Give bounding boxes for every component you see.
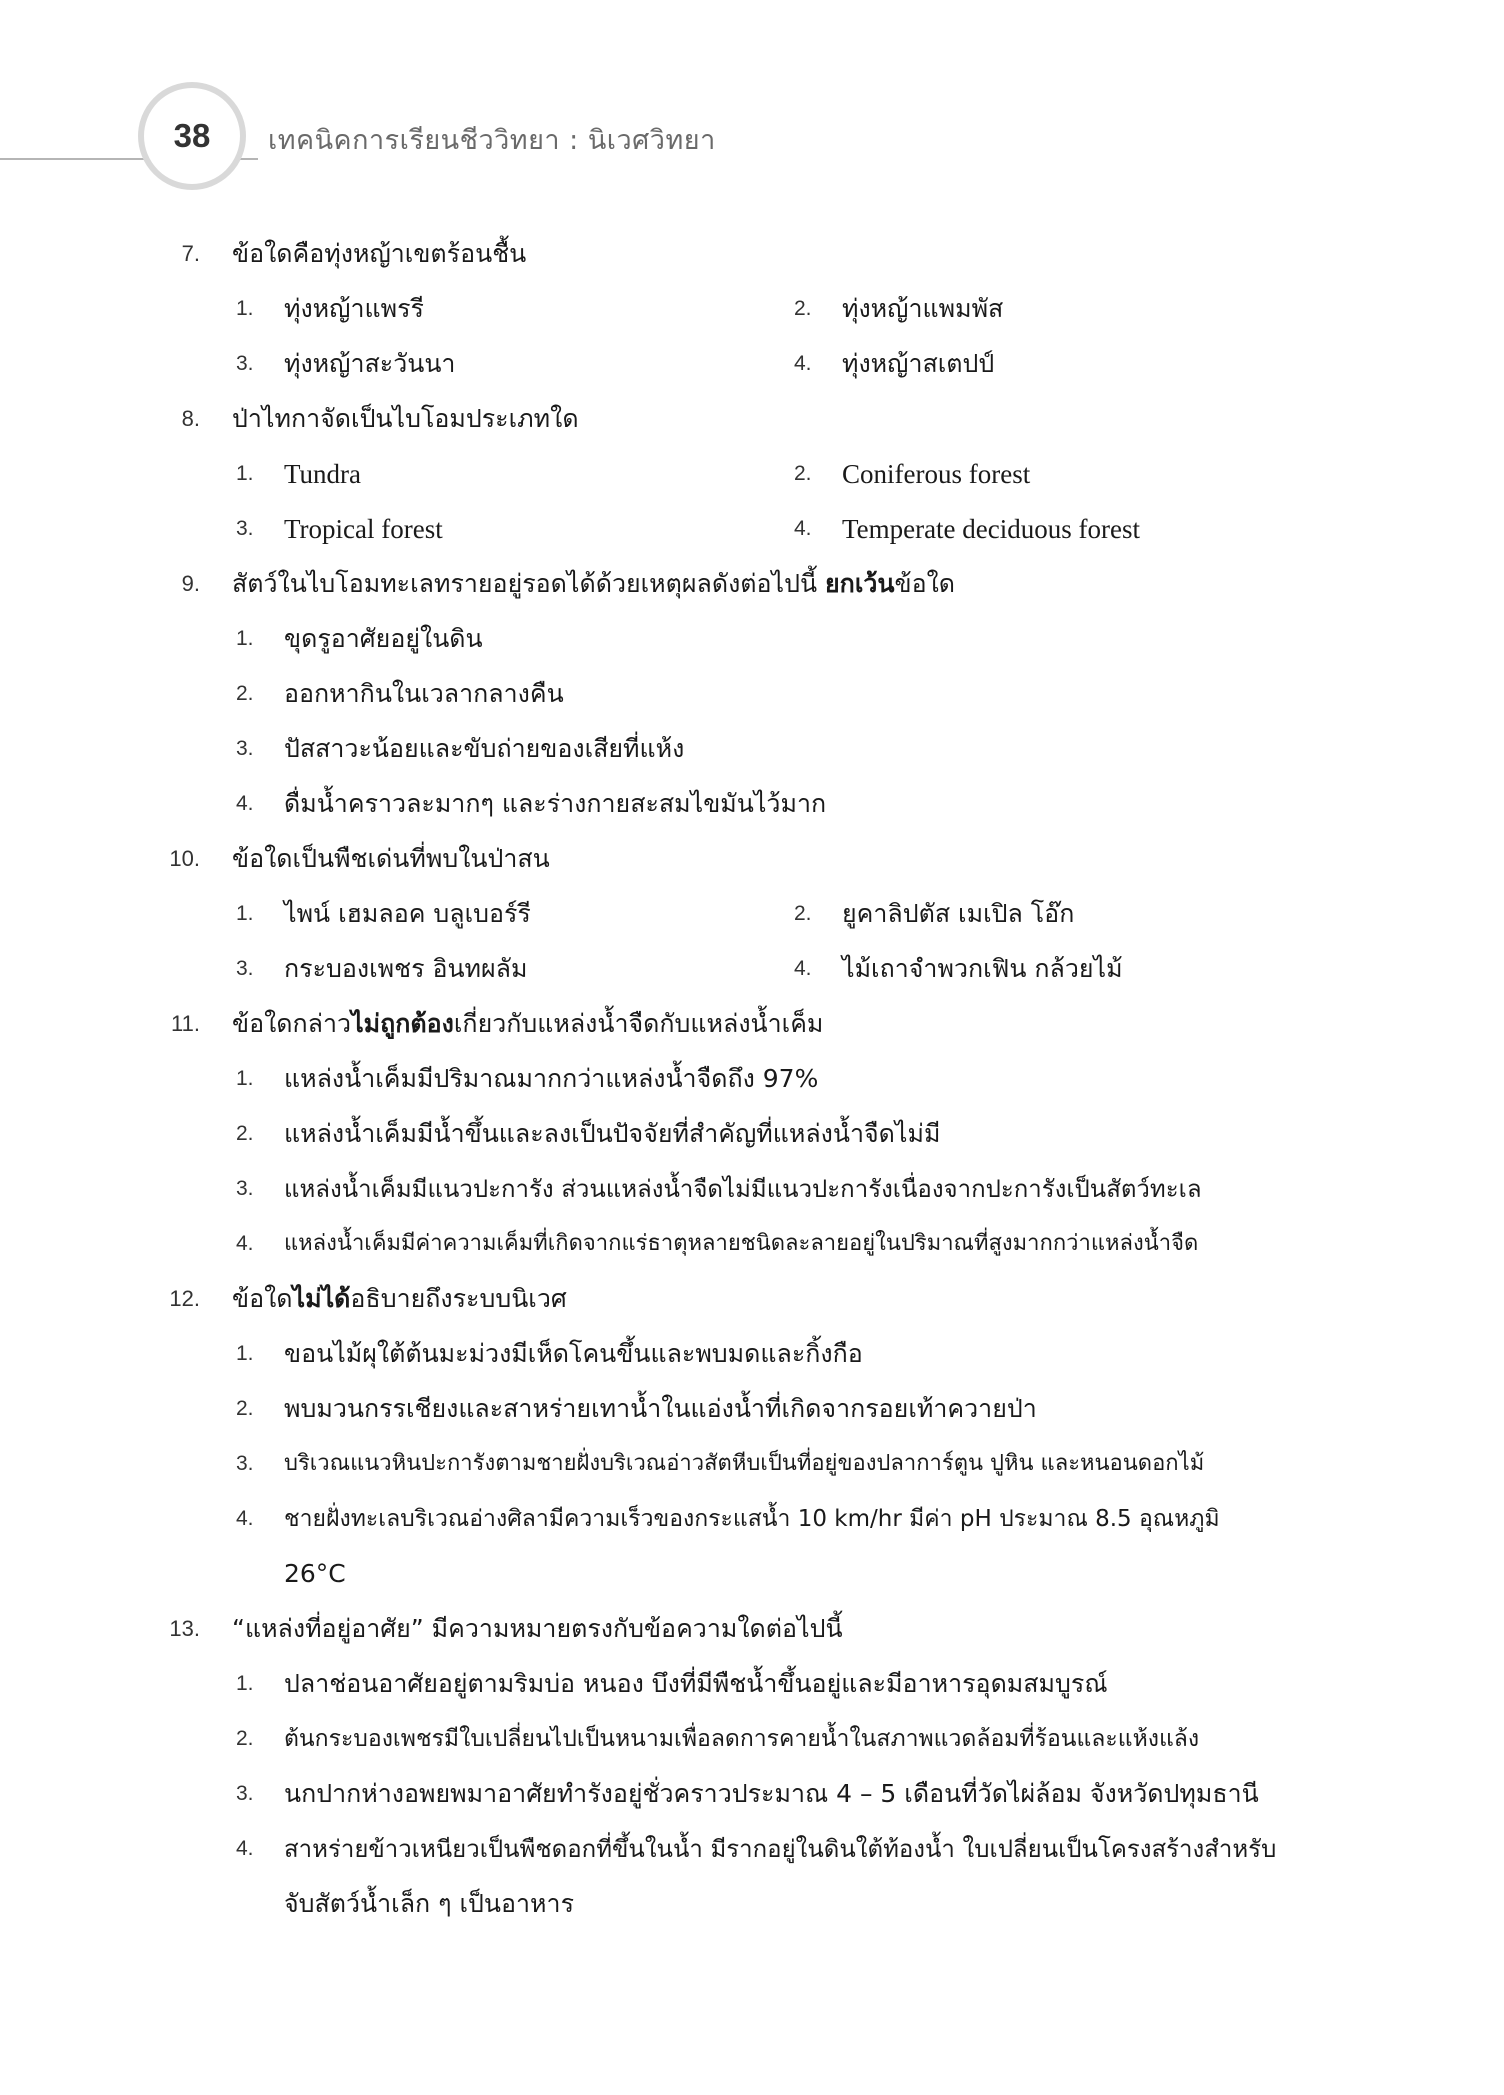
- question-text: [232, 1277, 567, 1321]
- option-text-continuation: จับสัตว์น้ำเล็ก ๆ เป็นอาหาร: [284, 1889, 575, 1918]
- question-text: [232, 1002, 823, 1046]
- option-number: 2.: [236, 1727, 254, 1750]
- question-number: 10.: [169, 846, 200, 871]
- option-text: ดื่มน้ำคราวละมากๆ และร่างกายสะสมไขมันไว้มาก: [284, 789, 827, 818]
- page-number: 38: [173, 117, 211, 154]
- option-number: 4.: [236, 1232, 254, 1255]
- option-text: แหล่งน้ำเค็มมีปริมาณมากกว่าแหล่งน้ำจืดถึง 97%: [284, 1064, 819, 1093]
- option-number: 2.: [794, 297, 812, 320]
- option-number: 2.: [794, 902, 812, 925]
- option-number: 3.: [236, 1452, 254, 1475]
- question-text-part: สัตว์ในไบโอมทะเลทรายอยู่รอดได้ด้วยเหตุผลดังต่อไปนี้: [232, 569, 826, 598]
- option-number: 2.: [236, 682, 254, 705]
- option-number: 4.: [794, 517, 812, 540]
- option-number: 1.: [236, 297, 254, 320]
- option-number: 1.: [236, 902, 254, 925]
- option-number: 3.: [236, 1177, 254, 1200]
- option-text: พบมวนกรรเชียงและสาหร่ายเทาน้ำในแอ่งน้ำที่เกิดจากรอยเท้าควายป่า: [284, 1394, 1037, 1423]
- option-text: Tropical forest: [284, 514, 443, 544]
- option-text: แหล่งน้ำเค็มมีน้ำขึ้นและลงเป็นปัจจัยที่สำคัญที่แหล่งน้ำจืดไม่มี: [284, 1119, 941, 1148]
- running-title: เทคนิคการเรียนชีววิทยา : นิเวศวิทยา: [268, 125, 716, 156]
- option-number: 4.: [236, 792, 254, 815]
- question-text: ป่าไทกาจัดเป็นไบโอมประเภทใด: [232, 404, 579, 433]
- question-number: 9.: [181, 571, 200, 596]
- question-text: ข้อใดคือทุ่งหญ้าเขตร้อนชื้น: [232, 239, 527, 268]
- option-text: แหล่งน้ำเค็มมีค่าความเค็มที่เกิดจากแร่ธาตุหลายชนิดละลายอยู่ในปริมาณที่สูงมากกว่าแหล่งน้ำจืด: [284, 1231, 1199, 1256]
- question-number: 11.: [171, 1011, 200, 1036]
- question-number: 8.: [181, 406, 200, 431]
- option-text: ทุ่งหญ้าสะวันนา: [284, 349, 456, 378]
- option-text: ออกหากินในเวลากลางคืน: [284, 679, 564, 708]
- option-number: 3.: [236, 517, 254, 540]
- option-text: ปัสสาวะน้อยและขับถ่ายของเสียที่แห้ง: [284, 734, 685, 763]
- option-number: 4.: [794, 352, 812, 375]
- option-text: Tundra: [284, 459, 362, 489]
- question-text: “แหล่งที่อยู่อาศัย” มีความหมายตรงกับข้อความใดต่อไปนี้: [232, 1614, 843, 1643]
- option-number: 2.: [236, 1397, 254, 1420]
- option-text: กระบองเพชร อินทผลัม: [284, 954, 528, 983]
- option-number: 4.: [236, 1837, 254, 1860]
- option-number: 1.: [236, 1067, 254, 1090]
- question-text-part: เกี่ยวกับแหล่งน้ำจืดกับแหล่งน้ำเค็ม: [453, 1009, 824, 1038]
- option-text: ยูคาลิปตัส เมเปิล โอ๊ก: [842, 899, 1075, 928]
- option-text: ขอนไม้ผุใต้ต้นมะม่วงมีเห็ดโคนขึ้นและพบมดและกิ้งกือ: [284, 1339, 863, 1368]
- option-text: ทุ่งหญ้าสเตปป์: [842, 349, 995, 378]
- option-number: 4.: [794, 957, 812, 980]
- option-text: ไม้เถาจำพวกเฟิน กล้วยไม้: [842, 954, 1123, 983]
- question-text-part: อธิบายถึงระบบนิเวศ: [350, 1284, 567, 1313]
- question-number: 12.: [169, 1286, 200, 1311]
- option-number: 2.: [794, 462, 812, 485]
- question-emphasis: ไม่ถูกต้อง: [351, 1009, 454, 1038]
- option-number: 1.: [236, 462, 254, 485]
- option-text: แหล่งน้ำเค็มมีแนวปะการัง ส่วนแหล่งน้ำจืดไม่มีแนวปะการังเนื่องจากปะการังเป็นสัตว์ทะเล: [284, 1175, 1202, 1203]
- question-text-part: ข้อใด: [232, 1284, 293, 1313]
- option-text: นกปากห่างอพยพมาอาศัยทำรังอยู่ชั่วคราวประมาณ 4 – 5 เดือนที่วัดไผ่ล้อม จังหวัดปทุมธานี: [284, 1779, 1259, 1808]
- option-text: Temperate deciduous forest: [842, 514, 1140, 544]
- question-text-part: ข้อใด: [894, 569, 956, 598]
- page-number-badge: [138, 82, 246, 190]
- option-text-continuation: 26°C: [284, 1559, 346, 1588]
- option-text: บริเวณแนวหินปะการังตามชายฝั่งบริเวณอ่าวสัตหีบเป็นที่อยู่ของปลาการ์ตูน ปูหิน และหนอนดอกไม้: [284, 1451, 1205, 1476]
- option-number: 2.: [236, 1122, 254, 1145]
- question-number: 7.: [181, 241, 200, 266]
- option-text: ชายฝั่งทะเลบริเวณอ่างศิลามีความเร็วของกระแสน้ำ 10 km/hr มีค่า pH ประมาณ 8.5 อุณหภูมิ: [284, 1506, 1220, 1532]
- option-text: ต้นกระบองเพชรมีใบเปลี่ยนไปเป็นหนามเพื่อลดการคายน้ำในสภาพแวดล้อมที่ร้อนและแห้งแล้ง: [284, 1726, 1200, 1752]
- option-number: 1.: [236, 1342, 254, 1365]
- option-text: ปลาช่อนอาศัยอยู่ตามริมบ่อ หนอง บึงที่มีพืชน้ำขึ้นอยู่และมีอาหารอุดมสมบูรณ์: [284, 1669, 1108, 1698]
- option-number: 1.: [236, 627, 254, 650]
- option-number: 3.: [236, 957, 254, 980]
- option-text: ทุ่งหญ้าแพมพัส: [842, 294, 1004, 323]
- question-emphasis: ไม่ได้: [292, 1284, 351, 1313]
- question-number: 13.: [169, 1616, 200, 1641]
- option-number: 3.: [236, 352, 254, 375]
- question-text-part: ข้อใดกล่าว: [232, 1009, 352, 1038]
- option-number: 1.: [236, 1672, 254, 1695]
- option-text: ไพน์ เฮมลอค บลูเบอร์รี: [284, 899, 531, 928]
- question-emphasis: ยกเว้น: [825, 569, 895, 598]
- question-text: [232, 562, 955, 606]
- question-text: ข้อใดเป็นพืชเด่นที่พบในป่าสน: [232, 844, 550, 873]
- option-text: Coniferous forest: [842, 459, 1031, 489]
- option-number: 3.: [236, 737, 254, 760]
- option-text: ขุดรูอาศัยอยู่ในดิน: [284, 624, 483, 653]
- option-text: ทุ่งหญ้าแพรรี: [284, 294, 424, 323]
- option-number: 3.: [236, 1782, 254, 1805]
- option-text: สาหร่ายข้าวเหนียวเป็นพืชดอกที่ขึ้นในน้ำ มีรากอยู่ในดินใต้ท้องน้ำ ใบเปลี่ยนเป็นโครงสร้างสำหรับ: [284, 1835, 1277, 1863]
- option-number: 4.: [236, 1507, 254, 1530]
